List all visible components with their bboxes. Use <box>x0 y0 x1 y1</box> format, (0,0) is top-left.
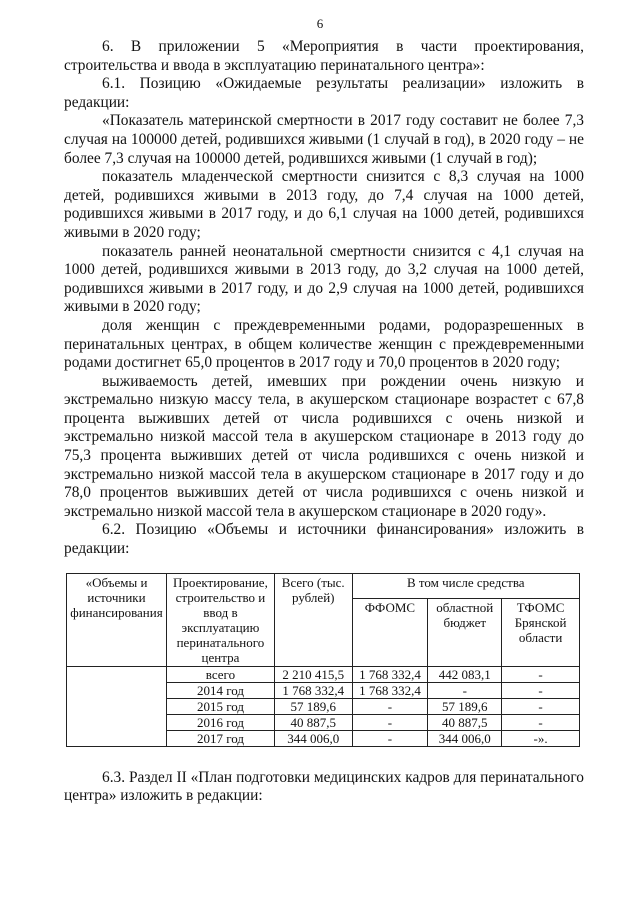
cell-tfoms: - <box>502 714 580 730</box>
paragraph-6-1: 6.1. Позицию «Ожидаемые результаты реализации» изложить в редакции: <box>64 75 584 111</box>
cell-tfoms: - <box>502 666 580 682</box>
cell-budget: 442 083,1 <box>428 666 502 682</box>
paragraph-premature-births: доля женщин с преждевременными родами, родоразрешенных в перинатальных центрах, в общем количестве женщин с преждевременными родами достигнет 65,0 процентов в 2017 году и 70,0 процентов в 2020 году; <box>64 316 584 372</box>
paragraph-6-3: 6.3. Раздел II «План подготовки медицинских кадров для перинатального центра» изложить в редакции: <box>64 768 584 805</box>
header-group: В том числе средства <box>352 573 579 598</box>
cell-budget: 40 887,5 <box>428 714 502 730</box>
empty-cell <box>67 666 167 746</box>
paragraph-maternal-mortality: «Показатель материнской смертности в 2017 году составит не более 7,3 случая на 100000 детей, родившихся живыми (1 случай в год), в 2020 году – не более 7,3 случая на 100000 детей, родившихся живыми (1 случай в год); <box>64 112 584 167</box>
header-ffoms: ФФОМС <box>352 598 428 666</box>
paragraph-neonatal-mortality: показатель ранней неонатальной смертности снизится с 4,1 случая на 1000 детей, родившихся живыми в 2013 году, до 3,2 случая на 1000 детей, родившихся живыми в 2017 году, и до 2,9 случая на 1000 детей, родившихся живыми в 2020 году; <box>64 242 584 316</box>
cell-ffoms: - <box>352 714 428 730</box>
cell-total: 57 189,6 <box>274 698 352 714</box>
table-row <box>67 666 580 682</box>
cell-total: 1 768 332,4 <box>274 682 352 698</box>
cell-ffoms: - <box>352 730 428 746</box>
paragraph-survival-rate: выживаемость детей, имевших при рождении очень низкую и экстремально низкую массу тела, в акушерском стационаре возрастет с 67,8 процента выживших детей от числа родившихся с очень низкой и экстремально низкой массой тела в акушерском стационаре в 2013 году до 75,3 процента выживших детей от числа родившихся с очень низкой и экстремально низкой массой тела в акушерском стационаре в 2017 году и до 78,0 процентов выживших детей от числа родившихся с очень низкой и экстремально низкой массой тела в акушерском стационаре в 2020 году». <box>64 372 584 520</box>
cell-total: 344 006,0 <box>274 730 352 746</box>
paragraph-6-2: 6.2. Позицию «Объемы и источники финансирования» изложить в редакции: <box>64 521 584 558</box>
cell-tfoms: - <box>502 698 580 714</box>
header-total: Всего (тыс. рублей) <box>274 573 352 666</box>
row-label: 2015 год <box>166 698 274 714</box>
table-header-row <box>67 573 580 598</box>
header-volumes: «Объемы и источники финансирования <box>67 573 167 666</box>
cell-ffoms: 1 768 332,4 <box>352 682 428 698</box>
cell-ffoms: 1 768 332,4 <box>352 666 428 682</box>
row-label: 2017 год <box>166 730 274 746</box>
cell-ffoms: - <box>352 698 428 714</box>
cell-tfoms: -». <box>502 730 580 746</box>
header-regional-budget: областной бюджет <box>428 598 502 666</box>
paragraph-infant-mortality: показатель младенческой смертности снизится с 8,3 случая на 1000 детей, родившихся живыми в 2013 году, до 7,4 случая на 1000 детей, родившихся живыми в 2017 году, и до 6,1 случая на 1000 детей, родившихся живыми в 2020 году; <box>64 168 584 241</box>
row-label: 2014 год <box>166 682 274 698</box>
cell-budget: - <box>428 682 502 698</box>
cell-budget: 57 189,6 <box>428 698 502 714</box>
header-design: Проектирование, строительство и ввод в эксплуатацию перинатального центра <box>166 573 274 666</box>
page-number: 6 <box>316 16 324 31</box>
row-label: 2016 год <box>166 714 274 730</box>
cell-budget: 344 006,0 <box>428 730 502 746</box>
financing-table <box>66 573 580 747</box>
cell-total: 40 887,5 <box>274 714 352 730</box>
row-label: всего <box>166 666 274 682</box>
cell-total: 2 210 415,5 <box>274 666 352 682</box>
cell-tfoms: - <box>502 682 580 698</box>
document-body <box>64 38 584 806</box>
header-tfoms: ТФОМС Брянской области <box>502 598 580 666</box>
paragraph-6: 6. В приложении 5 «Мероприятия в части проектирования, строительства и ввода в эксплуатацию перинатального центра»: <box>64 38 584 74</box>
